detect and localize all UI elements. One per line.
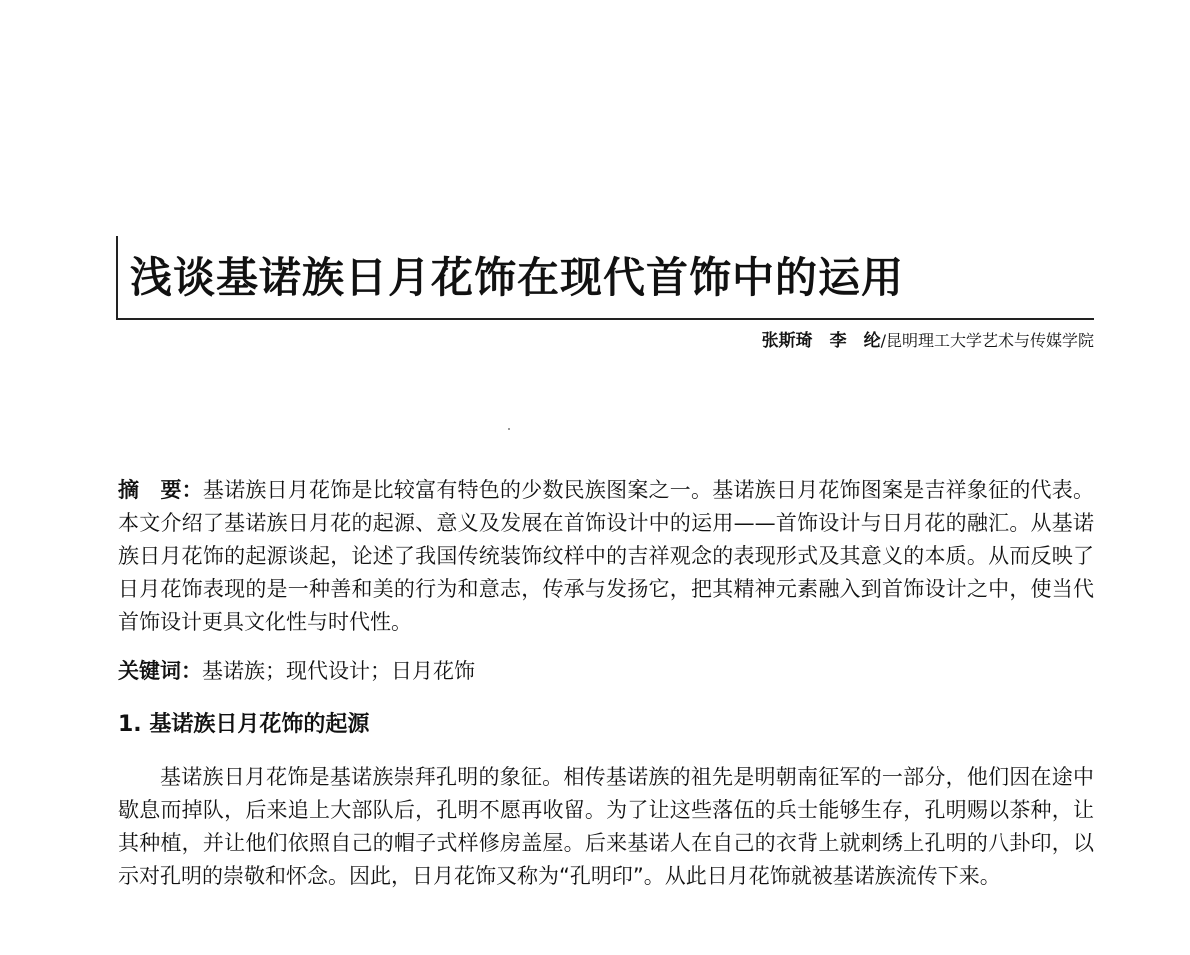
title-left-rule bbox=[116, 236, 118, 320]
abstract-paragraph bbox=[118, 474, 1094, 639]
author-separator: / bbox=[880, 331, 886, 350]
abstract-text: 基诺族日月花饰是比较富有特色的少数民族图案之一。基诺族日月花饰图案是吉祥象征的代表。本文介绍了基诺族日月花的起源、意义及发展在首饰设计中的运用——首饰设计与日月花的融汇。从基诺族日月花饰的起源谈起，论述了我国传统装饰纹样中的吉祥观念的表现形式及其意义的本质。从而反映了日月花饰表现的是一种善和美的行为和意志，传承与发扬它，把其精神元素融入到首饰设计之中，使当代首饰设计更具文化性与时代性。 bbox=[118, 478, 1094, 634]
scan-speck bbox=[508, 428, 510, 430]
title-bottom-rule bbox=[116, 318, 1094, 320]
author-affiliation: 昆明理工大学艺术与传媒学院 bbox=[885, 331, 1094, 350]
abstract-label: 摘 要： bbox=[118, 478, 203, 502]
section-heading: 1. 基诺族日月花饰的起源 bbox=[118, 712, 370, 737]
keywords-label: 关键词： bbox=[118, 659, 202, 683]
author-names: 张斯琦 李 纶 bbox=[761, 331, 881, 351]
author-line bbox=[762, 328, 1094, 354]
keywords-line bbox=[118, 655, 1094, 688]
keywords-text: 基诺族；现代设计；日月花饰 bbox=[202, 659, 475, 683]
paper-title: 浅谈基诺族日月花饰在现代首饰中的运用 bbox=[130, 253, 905, 302]
section-paragraph: 基诺族日月花饰是基诺族崇拜孔明的象征。相传基诺族的祖先是明朝南征军的一部分，他们因在途中歇息而掉队，后来追上大部队后，孔明不愿再收留。为了让这些落伍的兵士能够生存，孔明赐以茶种，让其种植，并让他们依照自己的帽子式样修房盖屋。后来基诺人在自己的衣背上就刺绣上孔明的八卦印，以示对孔明的崇敬和怀念。因此，日月花饰又称为“孔明印”。从此日月花饰就被基诺族流传下来。 bbox=[118, 765, 1094, 888]
